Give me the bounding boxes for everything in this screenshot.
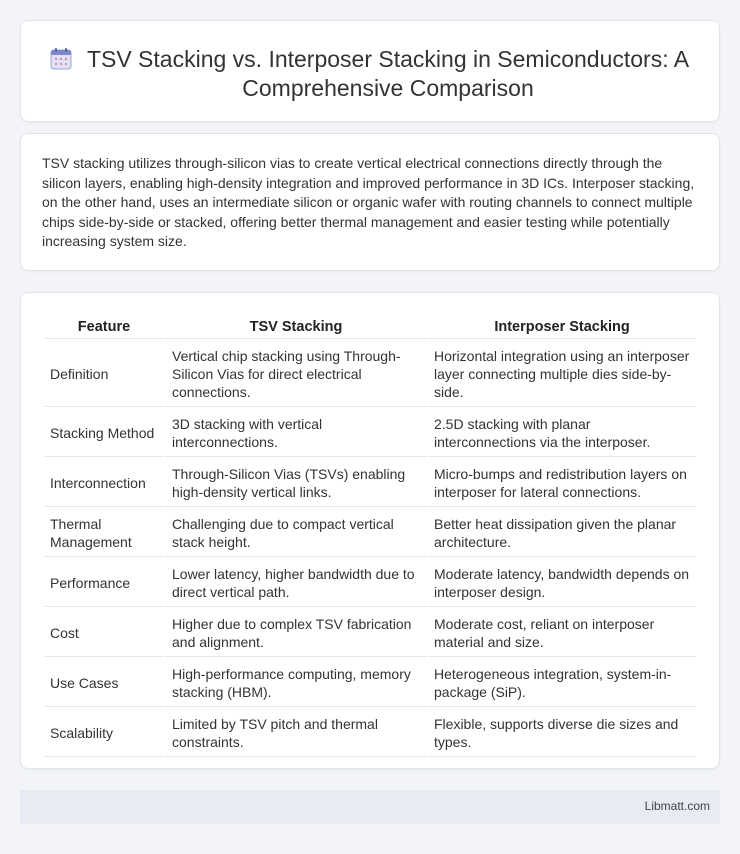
- interposer-cell: Horizontal integration using an interposer layer connecting multiple dies side-by-side.: [428, 341, 696, 407]
- column-header-feature: Feature: [44, 317, 164, 339]
- feature-cell: Use Cases: [44, 659, 164, 707]
- table-row: [44, 659, 696, 707]
- column-header-tsv: TSV Stacking: [166, 317, 426, 339]
- comparison-table: [42, 315, 698, 759]
- interposer-cell: 2.5D stacking with planar interconnections via the interposer.: [428, 409, 696, 457]
- intro-paragraph: TSV stacking utilizes through-silicon vias to create vertical electrical connections directly through the silicon layers, enabling high-density integration and improved performance in 3D ICs. Interposer stacking, on the other hand, uses an intermediate silicon or organic wafer with routing channels to connect multiple chips side-by-side or stacked, offering better thermal management and easier testing while potentially increasing system size.: [42, 155, 695, 249]
- tsv-cell: Through-Silicon Vias (TSVs) enabling high-density vertical links.: [166, 459, 426, 507]
- interposer-cell: Flexible, supports diverse die sizes and types.: [428, 709, 696, 757]
- tsv-cell: Lower latency, higher bandwidth due to direct vertical path.: [166, 559, 426, 607]
- table-row: [44, 709, 696, 757]
- table-row: [44, 459, 696, 507]
- table-row: [44, 409, 696, 457]
- comparison-table-card: [20, 292, 720, 769]
- feature-cell: Cost: [44, 609, 164, 657]
- title-card: [20, 20, 720, 122]
- interposer-cell: Heterogeneous integration, system-in-package (SiP).: [428, 659, 696, 707]
- feature-cell: Interconnection: [44, 459, 164, 507]
- tsv-cell: Higher due to complex TSV fabrication and alignment.: [166, 609, 426, 657]
- feature-cell: Definition: [44, 341, 164, 407]
- tsv-cell: Vertical chip stacking using Through-Silicon Vias for direct electrical connections.: [166, 341, 426, 407]
- column-header-interposer: Interposer Stacking: [428, 317, 696, 339]
- feature-cell: Stacking Method: [44, 409, 164, 457]
- tsv-cell: Challenging due to compact vertical stack height.: [166, 509, 426, 557]
- feature-cell: Thermal Management: [44, 509, 164, 557]
- interposer-cell: Moderate cost, reliant on interposer material and size.: [428, 609, 696, 657]
- table-row: [44, 609, 696, 657]
- tsv-cell: High-performance computing, memory stacking (HBM).: [166, 659, 426, 707]
- tsv-cell: Limited by TSV pitch and thermal constraints.: [166, 709, 426, 757]
- table-row: [44, 341, 696, 407]
- interposer-cell: Micro-bumps and redistribution layers on interposer for lateral connections.: [428, 459, 696, 507]
- interposer-cell: Moderate latency, bandwidth depends on interposer design.: [428, 559, 696, 607]
- footer-site-link[interactable]: Libmatt.com: [644, 799, 710, 813]
- feature-cell: Performance: [44, 559, 164, 607]
- intro-card: [20, 133, 720, 271]
- table-row: [44, 559, 696, 607]
- interposer-cell: Better heat dissipation given the planar architecture.: [428, 509, 696, 557]
- page-title: TSV Stacking vs. Interposer Stacking in Semiconductors: A Comprehensive Comparison: [86, 46, 690, 101]
- table-header-row: [44, 317, 696, 339]
- feature-cell: Scalability: [44, 709, 164, 757]
- table-row: [44, 509, 696, 557]
- footer: [20, 790, 720, 824]
- tsv-cell: 3D stacking with vertical interconnections.: [166, 409, 426, 457]
